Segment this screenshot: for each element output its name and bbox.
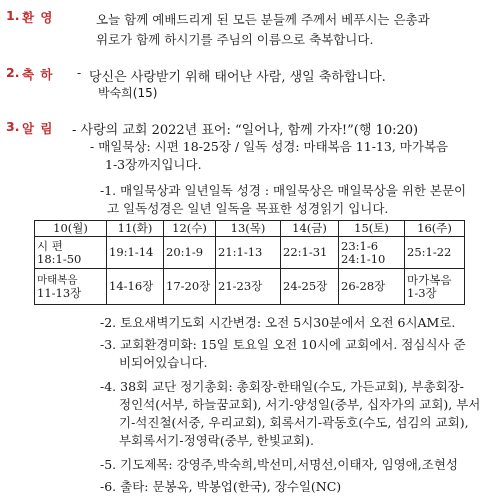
table-row-psalms — [35, 237, 465, 269]
table-cell: 14-16장 — [107, 269, 164, 305]
notice-item-4-line-4: 부회록서기-정영락(중부, 한빛교회). — [119, 433, 314, 448]
table-cell: 22:1-31 — [281, 237, 339, 269]
reading-line-2: 1-3장까지입니다. — [105, 157, 202, 172]
table-header-row — [35, 221, 465, 237]
birthday-message: 당신은 사랑받기 위해 태어난 사람, 생일 축하합니다. — [89, 70, 386, 85]
table-row-gospels — [35, 269, 465, 305]
table-header: 10(월) — [35, 221, 107, 237]
notice-item-2: -2. 토요새벽기도회 시간변경: 오전 5시30분에서 오전 6시AM로. — [100, 315, 456, 330]
table-cell: 21:1-13 — [216, 237, 281, 269]
notice-item-4-line-1: -4. 38회 교단 정기총회: 총회장-한태일(수도, 가든교회), 부총회장- — [100, 379, 464, 394]
section-3-number: 3. — [6, 119, 20, 134]
table-cell: 마태복음 11-13장 — [35, 269, 107, 305]
section-1-number: 1. — [6, 8, 20, 23]
table-cell: 17-20장 — [164, 269, 216, 305]
table-header: 16(주) — [405, 221, 465, 237]
birthday-name: 박숙희(15) — [98, 86, 158, 100]
section-1-title: 환 영 — [22, 10, 54, 25]
table-cell: 19:1-14 — [107, 237, 164, 269]
table-cell: 마가복음 1-3장 — [405, 269, 465, 305]
notice-item-1-line-1: -1. 매일묵상과 일년일독 성경 : 매일묵상은 매일묵상을 위한 본문이 — [100, 183, 467, 198]
notice-item-4-line-2: 정인석(서부, 하늘꿈교회), 서기-양성일(중부, 십자가의 교회), 부서 — [119, 397, 481, 412]
table-cell: 25:1-22 — [405, 237, 465, 269]
table-cell: 23:1-6 24:1-10 — [339, 237, 405, 269]
notice-item-3-line-2: 비되어있습니다. — [119, 355, 208, 370]
section-2-title: 축 하 — [22, 67, 54, 82]
reading-schedule-table — [34, 220, 465, 305]
table-cell: 24-25장 — [281, 269, 339, 305]
table-header: 11(화) — [107, 221, 164, 237]
notice-item-1-line-2: 고 일독성경은 일년 일독을 목표한 성경읽기 입니다. — [107, 201, 389, 216]
welcome-line-1: 오늘 함께 예배드리게 된 모든 분들께 주께서 베푸시는 은총과 — [96, 12, 430, 27]
section-3-title: 알 림 — [22, 121, 54, 136]
notice-item-3-line-1: -3. 교회환경미화: 15일 토요일 오전 10시에 교회에서. 점심식사 준 — [100, 337, 466, 352]
section-2-dash: - — [77, 65, 82, 80]
welcome-line-2: 위로가 함께 하시기를 주님의 이름으로 축복합니다. — [96, 32, 374, 47]
table-header: 12(수) — [164, 221, 216, 237]
table-cell: 20:1-9 — [164, 237, 216, 269]
section-2-number: 2. — [6, 65, 20, 80]
notice-item-4-line-3: 기-석진철(서중, 우리교회), 회록서기-곽동호(수도, 섬김의 교회), — [119, 415, 469, 430]
table-header: 13(목) — [216, 221, 281, 237]
reading-line-1: - 매일묵상: 시편 18-25장 / 일독 성경: 마태복음 11-13, 마가복음 — [90, 139, 449, 154]
table-header: 14(금) — [281, 221, 339, 237]
notice-item-5: -5. 기도제목: 강영주,박숙희,박선미,서명선,이태자, 임영애,조현성 — [100, 457, 458, 472]
church-motto: - 사랑의 교회 2022년 표어: “일어나, 함께 가자!”(행 10:20) — [72, 123, 419, 138]
table-cell: 21-23장 — [216, 269, 281, 305]
notice-item-6: -6. 출타: 문봉옥, 박봉업(한국), 장수일(NC) — [100, 479, 342, 494]
table-cell: 시 편 18:1-50 — [35, 237, 107, 269]
table-header: 15(토) — [339, 221, 405, 237]
table-cell: 26-28장 — [339, 269, 405, 305]
